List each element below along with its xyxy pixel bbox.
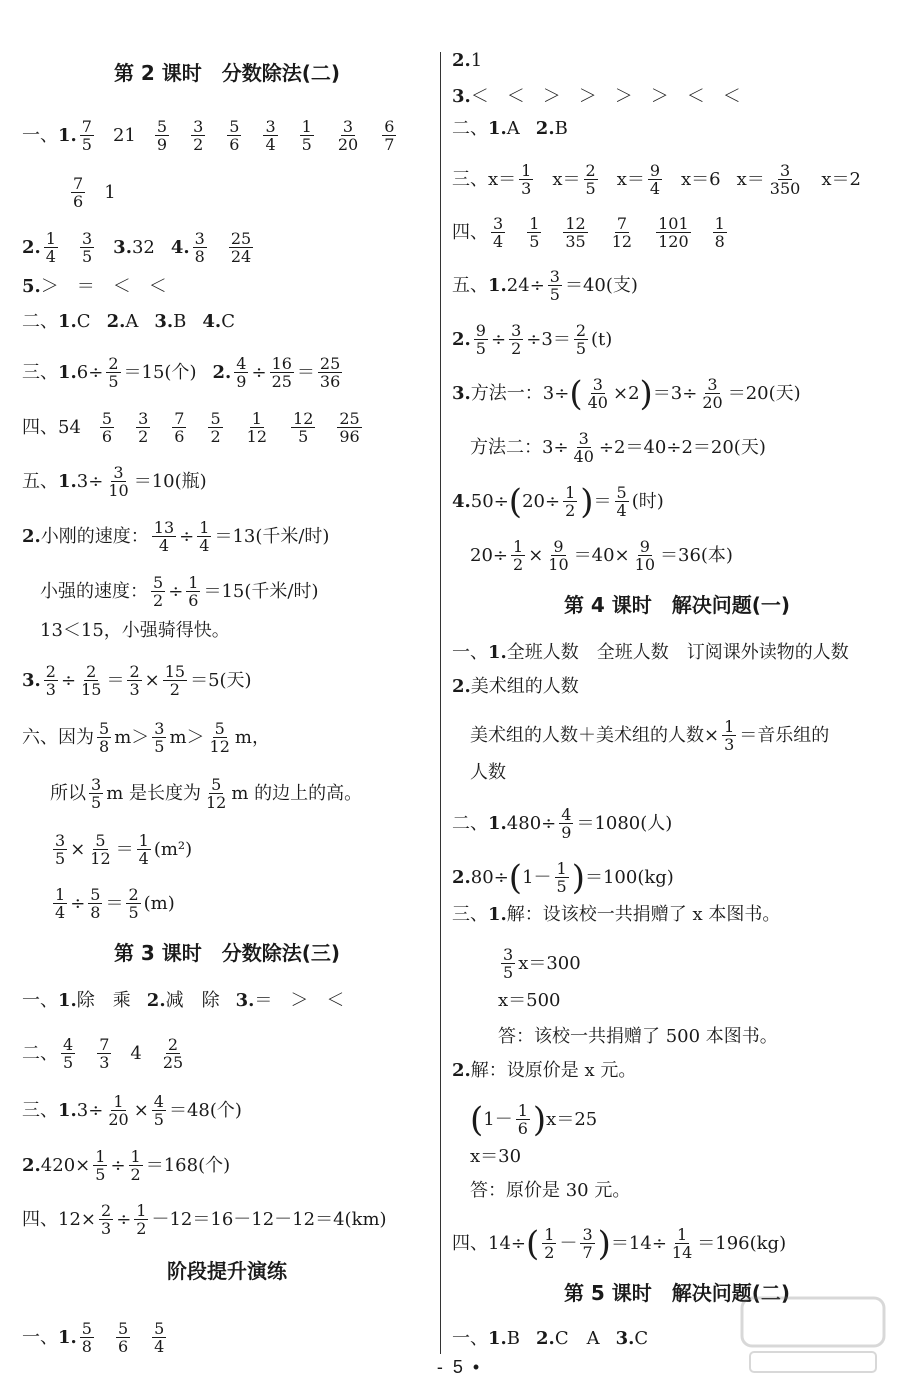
answer-line-r-v1: 五、 1. 24 ÷ $\frac{3}{5}$ ＝ 40(支): [452, 267, 638, 304]
section-heading-lesson-5: 第 5 课时 解决问题(二): [563, 1281, 791, 1305]
fraction: $\frac{7}{6}$: [73, 174, 84, 211]
value: 21: [112, 124, 136, 146]
answer-line-r-3: 3. ＜ ＜ ＞ ＞ ＞ ＞ ＜ ＜: [452, 86, 741, 107]
answer-line-1-1b: [68, 175, 116, 210]
answer-line-p4-s2-eq: ( 1 － $\frac{1}{6}$ ) x＝25: [470, 1099, 598, 1140]
answer-line-p4-s2: 2. 解：设原价是 x 元。: [452, 1060, 637, 1081]
answer-line-r-ii: 二、 1. A 2. B: [452, 118, 568, 139]
fraction: $\frac{3}{20}$: [337, 117, 359, 154]
answer-line-s3-2: 二、 $\frac{4}{5}$ $\frac{7}{3}$ 4 $\frac{2}{25}$: [22, 1035, 184, 1072]
value: 1: [104, 181, 116, 203]
answer-line-p5-1: 一、 1. B 2. C A 3. C: [452, 1328, 649, 1349]
answer-line-5-3: 3. $\frac{2}{3}$ ÷ $\frac{2}{15}$ ＝ $\frac{2}{3}$ × $\frac{15}{2}$ ＝ 5(天): [22, 662, 252, 699]
item-number: 1.: [58, 124, 77, 146]
section-heading-stage-practice: 阶段提升演练: [167, 1259, 287, 1283]
answer-line-6b: 所以 $\frac{3}{5}$ m 是长度为 $\frac{5}{12}$ m 的边上的高。: [50, 775, 363, 812]
answer-line-s3-3a: 三、 1. 3 ÷ $\frac{1}{20}$ × $\frac{4}{5}$ ＝ 48(个): [22, 1092, 242, 1129]
answer-line-3: 三、 1. 6 ÷ $\frac{2}{5}$ ＝ 15(个) 2. $\frac{4}{9}$ ÷ $\frac{16}{25}$ ＝ $\frac{25}{36}$: [22, 354, 341, 391]
fraction: $\frac{5}{9}$: [156, 117, 168, 154]
fraction: $\frac{1}{5}$: [301, 117, 312, 154]
answer-line-r-v4b: 20 ÷ $\frac{1}{2}$ × $\frac{9}{10}$ ＝ 40 × $\frac{9}{10}$ ＝ 36(本): [470, 537, 733, 574]
answer-line-p4-s2-ans: 答：原价是 30 元。: [470, 1180, 631, 1201]
answer-line-6d: $\frac{1}{4}$ ÷ $\frac{5}{8}$ ＝ $\frac{2}{5}$ (m): [55, 885, 175, 922]
answer-line-4: 四、 54 $\frac{5}{6}$ $\frac{3}{2}$ $\frac{7}{6}$ $\frac{5}{2}$ $\frac{1}{12}$ $\frac{12}{5}$ $\frac{25}{96}$: [22, 409, 360, 446]
answer-line-p4-2b: 美术组的人数＋美术组的人数× $\frac{1}{3}$ ＝音乐组的: [470, 717, 830, 754]
answer-line-stage-1: 一、 1. $\frac{5}{8}$ $\frac{5}{6}$ $\frac{5}{4}$: [22, 1319, 165, 1356]
answer-line-p4-s1-eq: $\frac{3}{5}$ x＝300: [503, 945, 581, 982]
answer-line-5-2b: 小强的速度： $\frac{5}{2}$ ÷ $\frac{1}{6}$ ＝ 15(千米/时): [40, 573, 319, 610]
fraction: $\frac{3}{4}$: [265, 117, 276, 154]
section-label: 一、: [22, 124, 58, 146]
answer-line-p4-2: 2. 美术组的人数: [452, 676, 579, 697]
section-heading-lesson-4: 第 4 课时 解决问题(一): [563, 593, 791, 617]
answer-line-r-iv: 四、 $\frac{3}{4}$ $\frac{1}{5}$ $\frac{12}{35}$ $\frac{7}{12}$ $\frac{101}{120}$ $\frac{1}{8}$: [452, 214, 725, 251]
answer-line-p4-4: 四、 14 ÷ ( $\frac{1}{2}$ － $\frac{3}{7}$ ) ＝ 14 ÷ $\frac{1}{14}$ ＝ 196(kg): [452, 1223, 787, 1264]
fraction: $\frac{7}{5}$: [81, 117, 92, 154]
answer-line-s3-3b: 2. 420 × $\frac{1}{5}$ ÷ $\frac{1}{2}$ ＝ 168(个): [22, 1147, 231, 1184]
answer-line-5-2: 2. 小刚的速度： $\frac{13}{4}$ ÷ $\frac{1}{4}$ ＝ 13(千米/时): [22, 518, 330, 555]
answer-line-r-v3a: 3. 方法一： 3 ÷ ( $\frac{3}{40}$ × 2 ) ＝ 3 ÷ $\frac{3}{20}$ ＝ 20(天): [452, 373, 801, 414]
answer-line-r-iii: 三、 x＝ $\frac{1}{3}$ x＝ $\frac{2}{5}$ x＝ $\frac{9}{4}$ x＝6 x＝ $\frac{3}{350}$ x＝ 2: [452, 161, 861, 198]
answer-line-r-v2: 2. $\frac{9}{5}$ ÷ $\frac{3}{2}$ ÷ 3 ＝ $\frac{2}{5}$ (t): [452, 321, 613, 358]
fraction: $\frac{6}{7}$: [384, 117, 395, 154]
answer-line-p4-1: 一、 1. 全班人数 全班人数 订阅课外读物的人数: [452, 642, 849, 663]
answer-line-p4-s2-x: x＝30: [470, 1146, 522, 1167]
answer-line-1-1: [22, 118, 399, 153]
answer-line-2: 二、 1. C 2. A 3. B 4. C: [22, 311, 235, 332]
fraction: $\frac{5}{6}$: [229, 117, 240, 154]
answer-line-p4-s1: 三、 1. 解：设该校一共捐赠了 x 本图书。: [452, 904, 781, 925]
answer-line-5-2c: 13＜15，小强骑得快。: [40, 620, 230, 641]
answer-line-6c: $\frac{3}{5}$ × $\frac{5}{12}$ ＝ $\frac{1}{4}$ (m²): [55, 831, 193, 868]
answer-line-p4-s1-x: x＝500: [498, 990, 561, 1011]
answer-line-s3-4: 四、 12 × $\frac{2}{3}$ ÷ $\frac{1}{2}$ － 12 ＝ 16 － 12－12＝4(km): [22, 1201, 387, 1238]
column-divider: [440, 52, 441, 1354]
fraction: $\frac{3}{2}$: [193, 117, 204, 154]
answer-line-s3-1: 一、 1. 除 乘 2. 减 除 3. ＝ ＞ ＜: [22, 990, 345, 1011]
answer-line-1-2: 2. $\frac{1}{4}$ $\frac{3}{5}$ 3. 32 4. $\frac{3}{8}$ $\frac{25}{24}$: [22, 229, 252, 266]
answer-line-p4-e1: 二、 1. 480 ÷ $\frac{4}{9}$ ＝ 1080(人): [452, 805, 673, 842]
answer-line-r-v4: 4. 50 ÷ ( 20 ÷ $\frac{1}{2}$ ) ＝ $\frac{5}{4}$ (时): [452, 481, 664, 522]
answer-line-6: 六、 因为 $\frac{5}{8}$ m＞ $\frac{3}{5}$ m＞ $\frac{5}{12}$ m，: [22, 719, 270, 756]
watermark-logo: [738, 1290, 888, 1380]
section-heading-lesson-2: 第 2 课时 分数除法(二): [113, 61, 341, 85]
answer-line-r-2: 2. 1: [452, 50, 483, 71]
answer-line-5-1: 五、 1. 3 ÷ $\frac{3}{10}$ ＝ 10(瓶): [22, 463, 207, 500]
section-heading-lesson-3: 第 3 课时 分数除法(三): [113, 941, 341, 965]
answer-line-p4-e2: 2. 80 ÷ ( 1 － $\frac{1}{5}$ ) ＝ 100(kg): [452, 857, 674, 898]
answer-line-p4-s1-ans: 答：该校一共捐赠了 500 本图书。: [498, 1026, 778, 1047]
answer-line-p4-2c: 人数: [470, 762, 506, 783]
answer-line-1-5: 5. ＞ ＝ ＜ ＜: [22, 276, 167, 297]
answer-line-r-v3b: 方法二： 3 ÷ $\frac{3}{40}$ ÷ 2 ＝ 40÷2＝20(天): [470, 429, 766, 466]
page-number: - 5 •: [436, 1357, 480, 1377]
